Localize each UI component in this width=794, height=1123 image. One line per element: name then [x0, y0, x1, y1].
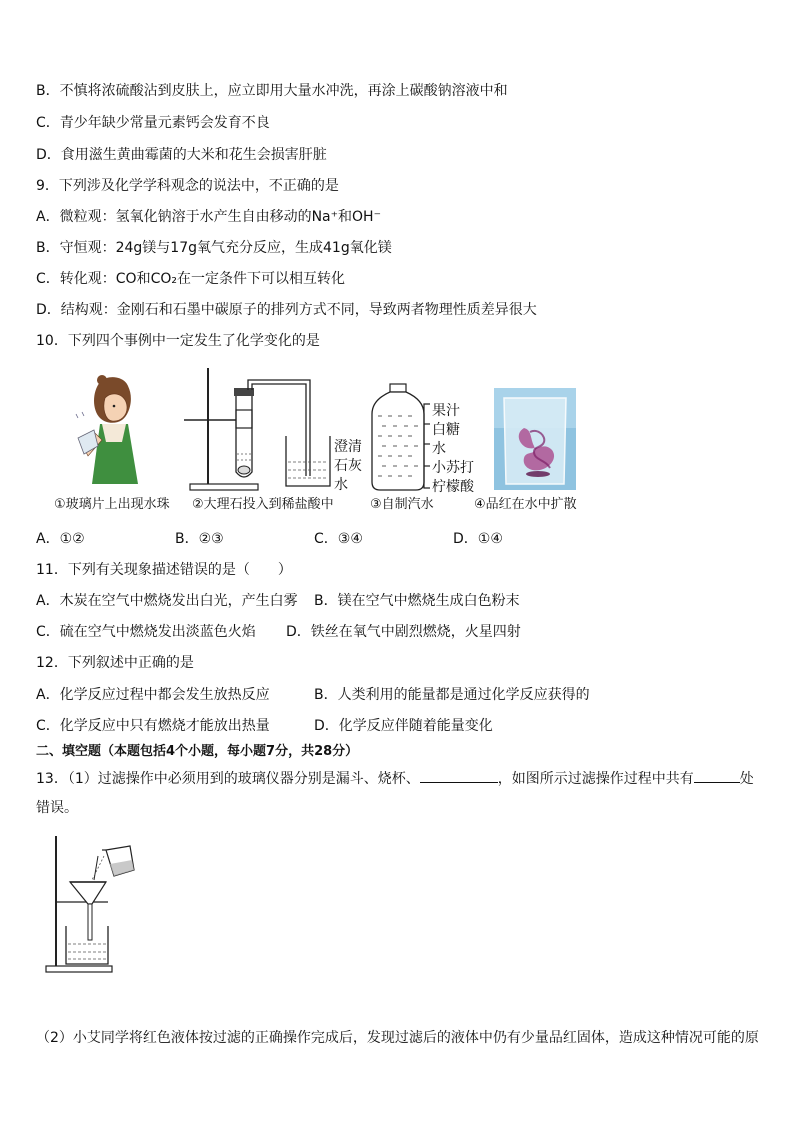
q10-option-c: C．③④	[314, 531, 363, 547]
lime-water-label-3: 水	[334, 477, 348, 493]
q11-option-b: B．镁在空气中燃烧生成白色粉末	[314, 593, 520, 609]
q8-option-b: B．不慎将浓硫酸沾到皮肤上，应立即用大量水冲洗，再涂上碳酸钠溶液中和	[36, 83, 508, 99]
q11-option-a: A．木炭在空气中燃烧发出白光，产生白雾	[36, 593, 298, 609]
q10-option-d: D．①④	[453, 531, 503, 547]
q9-option-a: A．微粒观：氢氧化钠溶于水产生自由移动的Na⁺和OH⁻	[36, 209, 381, 225]
q10-option-a: A．①②	[36, 531, 85, 547]
q12-option-d: D．化学反应伴随着能量变化	[314, 718, 493, 734]
q11-stem: 11．下列有关现象描述错误的是（ ）	[36, 562, 292, 578]
caption-figure-2: ②大理石投入到稀盐酸中	[192, 497, 334, 512]
q9-option-c: C．转化观：CO和CO₂在一定条件下可以相互转化	[36, 271, 345, 287]
soda-ingredient-citric-acid: 柠檬酸	[432, 479, 474, 495]
caption-figure-4: ④品红在水中扩散	[474, 497, 577, 512]
caption-figure-1: ①玻璃片上出现水珠	[54, 497, 170, 512]
q8-option-d: D．食用滋生黄曲霉菌的大米和花生会损害肝脏	[36, 147, 327, 163]
q11-option-c: C．硫在空气中燃烧发出淡蓝色火焰	[36, 624, 256, 640]
figure-filtration-apparatus	[44, 834, 136, 976]
soda-ingredient-sugar: 白糖	[432, 422, 460, 438]
lime-water-label-2: 石灰	[334, 458, 362, 474]
q12-stem: 12．下列叙述中正确的是	[36, 655, 194, 671]
q13-blank-error-count[interactable]	[694, 768, 740, 783]
q9-stem: 9．下列涉及化学学科观念的说法中，不正确的是	[36, 178, 339, 194]
q13-part1-continuation: 错误。	[36, 800, 78, 816]
figure-girl-breathing-on-glass	[72, 374, 152, 490]
q13-blank-instrument[interactable]	[420, 768, 498, 783]
q12-option-c: C．化学反应中只有燃烧才能放出热量	[36, 718, 270, 734]
q8-option-c: C．青少年缺少常量元素钙会发育不良	[36, 115, 270, 131]
q13-part2-text: （2）小艾同学将红色液体按过滤的正确操作完成后，发现过滤后的液体中仍有少量品红固体，造成这种情况可能的原	[36, 1030, 759, 1046]
q9-option-d: D．结构观：金刚石和石墨中碳原子的排列方式不同，导致两者物理性质差异很大	[36, 302, 537, 318]
q13-part1-text-a: 13．（1）过滤操作中必须用到的玻璃仪器分别是漏斗、烧杯、	[36, 771, 420, 787]
q13-part1-line	[36, 768, 754, 789]
section-2-heading: 二、填空题（本题包括4个小题，每小题7分，共28分）	[36, 744, 359, 759]
q12-option-b: B．人类利用的能量都是通过化学反应获得的	[314, 687, 590, 703]
q13-part1-text-c: 处	[739, 771, 754, 787]
soda-ingredient-baking-soda: 小苏打	[432, 460, 474, 476]
q12-option-a: A．化学反应过程中都会发生放热反应	[36, 687, 270, 703]
q13-part1-text-b: ，如图所示过滤操作过程中共有	[497, 771, 694, 787]
caption-figure-3: ③自制汽水	[370, 497, 434, 512]
soda-ingredient-water: 水	[432, 441, 446, 457]
figure-diffusion-beaker-photo	[494, 388, 576, 490]
soda-ingredient-juice: 果汁	[432, 403, 460, 419]
figure-soda-bottle	[368, 382, 428, 492]
lime-water-label-1: 澄清	[334, 439, 362, 455]
q10-option-b: B．②③	[175, 531, 224, 547]
q9-option-b: B．守恒观：24g镁与17g氧气充分反应，生成41g氧化镁	[36, 240, 392, 256]
q10-stem: 10．下列四个事例中一定发生了化学变化的是	[36, 333, 320, 349]
figure-soda-bracket	[420, 400, 432, 492]
q11-option-d: D．铁丝在氧气中剧烈燃烧，火星四射	[286, 624, 521, 640]
